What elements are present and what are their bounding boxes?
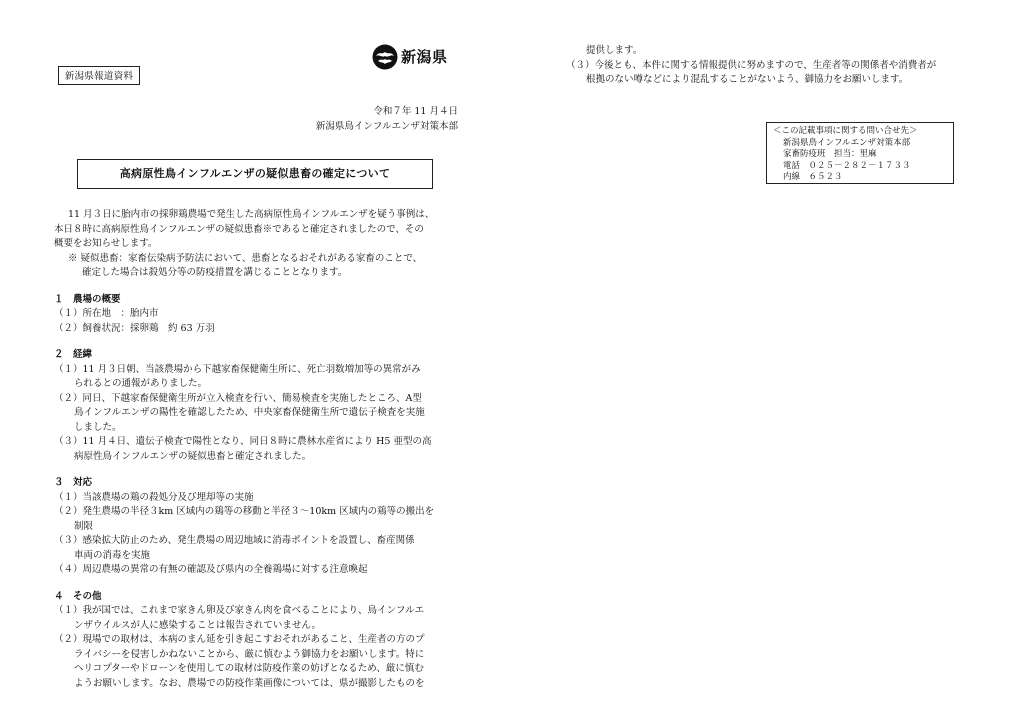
main-content [54,208,474,691]
prefecture-logo [372,42,462,72]
contact-box [766,122,954,184]
list-item: （２）同日、下越家畜保健衛生所が立入検査を行い、簡易検査を実施したところ、A型 [54,392,422,404]
note-line: ※ 疑似患畜：家畜伝染病予防法において、患畜となるおそれがある家畜のことで、 [68,252,423,264]
list-item-continuation: ヘリコプターやドローンを使用しての取材は防疫作業の妨げとなるため、厳に慎む [74,663,424,674]
niigata-prefecture-logo-icon [372,44,398,70]
list-item-continuation: られるとの通報がありました。 [74,378,208,389]
list-item: （３）11 月４日、遺伝子検査で陽性となり、同日８時に農林水産省により H5 亜型の高 [54,436,432,447]
contact-team: 家畜防疫班 担当：里麻 [783,149,877,159]
section-heading: ４ その他 [54,590,102,602]
section-heading: ２ 経緯 [54,349,93,360]
contact-phone: 電話 ０２５－２８２－１７３３ [783,160,911,171]
list-item: （２）飼養状況：採卵鶏 約 63 万羽 [54,322,215,334]
list-item-continuation: 鳥インフルエンザの陽性を確認したため、中央家畜保健衛生所で遺伝子検査を実施 [74,407,425,418]
section-heading: １ 農場の概要 [54,293,121,305]
contact-org: 新潟県鳥インフルエンザ対策本部 [783,137,911,148]
issue-date: 令和７年 11 月４日 [373,106,458,117]
list-item-continuation: ンザウイルスが人に感染することは報告されていません。 [74,619,322,631]
list-item-continuation: 病原性鳥インフルエンザの疑似患畜と確定されました。 [74,450,312,462]
list-item-continuation: 根拠のない噂などにより混乱することがないよう、御協力をお願いします。 [586,74,909,85]
list-item-continuation: ライバシーを侵害しかねないことから、厳に慎むよう御協力をお願いします。特に [74,648,425,660]
intro-line: 11 月３日に胎内市の採卵鶏農場で発生した高病原性鳥インフルエンザを疑う事例は、 [68,209,435,220]
list-item: （２）現場での取材は、本病のまん延を引き起こすおそれがあること、生産者の方のプ [54,634,425,645]
section-heading: ３ 対応 [54,477,93,488]
intro-line: 本日８時に高病原性鳥インフルエンザの疑似患畜※であると確定されましたので、その [54,223,424,235]
list-item-continuation: 車両の消毒を実施 [74,549,151,561]
list-item: （２）発生農場の半径３km 区域内の鶏等の移動と半径３～10km 区域内の鶏等の搬出を [54,506,435,517]
list-item-continuation: ようお願いします。なお、農場での防疫作業画像については、県が撮影したものを [74,677,425,689]
list-item: （１）11 月３日朝、当該農場から下越家畜保健衛生所に、死亡羽数増加等の異常がみ [54,363,421,375]
date-block [316,104,458,134]
document-title: 高病原性鳥インフルエンザの疑似患畜の確定について [77,159,433,189]
list-item: （３）今後とも、本件に関する情報提供に努めますので、生産者等の関係者や消費者が [566,59,937,71]
list-item: （４）周辺農場の異常の有無の確認及び県内の全養鶏場に対する注意喚起 [54,564,368,575]
list-item: （３）感染拡大防止のため、発生農場の周辺地域に消毒ポイントを設置し、畜産関係 [54,535,415,546]
contact-extension: 内線 ６５２３ [783,172,843,182]
list-item-continuation: 制限 [74,520,94,532]
continuation-line: 提供します。 [586,45,643,56]
note-line: 確定した場合は殺処分等の防疫措置を講じることとなります。 [82,267,348,278]
press-release-label: 新潟県報道資料 [58,66,140,85]
list-item: （１）当該農場の鶏の殺処分及び埋却等の実施 [54,491,254,503]
list-item: （１）所在地 ：胎内市 [54,308,159,319]
list-item: （１）我が国では、これまで家きん卵及び家きん肉を食べることにより、鳥インフルエ [54,605,425,616]
intro-line: 概要をお知らせします。 [54,238,158,249]
contact-header: ＜この記載事項に関する問い合せ先＞ [773,126,918,136]
intro-paragraph [54,208,474,281]
list-item-continuation: しました。 [74,421,122,433]
issuer: 新潟県鳥インフルエンザ対策本部 [315,121,458,132]
logo-text: 新潟県 [401,47,448,66]
right-column [566,44,986,88]
